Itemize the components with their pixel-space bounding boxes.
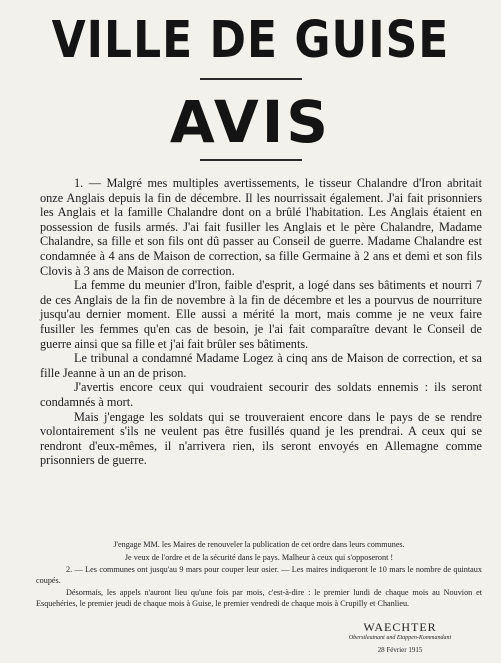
title-divider-bottom bbox=[200, 159, 302, 161]
roll-call-notice: Désormais, les appels n'auront lieu qu'une fois par mois, c'est-à-dire : le premier lundi de chaque mois au Nouvion et Esquehéries, le premier jeudi de chaque mois à Guise, le premier vendredi de chaque mois à Crupilly et Chanlieu. bbox=[36, 588, 482, 608]
signatory-rank: Oberstleutnant und Etappen-Kommandant bbox=[348, 635, 452, 641]
body-paragraph: Mais j'engage les soldats qui se trouveraient encore dans le pays de se rendre volontairement s'ils ne veulent pas être fusillés quand je les prendrai. A ceux qui se rendront d'eux-mêmes, il n'arrivera rien, ils seront envoyés en Allemagne comme prisonniers de guerre. bbox=[40, 409, 482, 468]
notice-title: AVIS bbox=[169, 88, 332, 156]
body-paragraph: 1. — Malgré mes multiples avertissements, le tisseur Chalandre d'Iron abritait onze Anglais depuis la fin de décembre. Il les nourrissait également. J'ai fait prisonniers les Anglais et la famille Chalandre dont on a brûlé l'habitation. Les Anglais étaient en possession de fusils armés. J'ai fait fusiller les Anglais et le père Chalandre, Madame Chalandre, sa fille et son fils ont dû passer au Conseil de guerre. Madame Chalandre est condamnée à 4 ans de Maison de correction, sa fille Germaine à 2 ans et demi et son fils Clovis à 3 ans de Maison de correction. bbox=[40, 176, 482, 278]
mayors-instruction: J'engage MM. les Maires de renouveler la publication de cet ordre dans leurs communes. bbox=[113, 540, 405, 549]
title-divider-top bbox=[200, 78, 302, 80]
signatory-name: WAECHTER bbox=[363, 620, 437, 634]
body-paragraph: La femme du meunier d'Iron, faible d'esprit, a logé dans ses bâtiments et nourri 7 de ces Anglais de la fin de novembre à la fin de décembre et les a pourvus de nourriture jusqu'au dernier moment. Elle aussi a mérité la mort, mais comme je ne veux faire fusiller les femmes qu'en cas de besoin, je l'ai fait comparaître devant le Conseil de guerre ainsi que sa fille et j'ai fait brûler ses bâtiments. bbox=[40, 278, 482, 351]
notice-body bbox=[40, 176, 482, 468]
body-paragraph: J'avertis encore ceux qui voudraient secourir des soldats ennemis : ils seront condamnés à mort. bbox=[40, 380, 482, 409]
osier-notice: 2. — Les communes ont jusqu'au 9 mars pour couper leur osier. — Les maires indiqueront le 10 mars le nombre de quintaux coupés. bbox=[36, 565, 482, 585]
town-title: VILLE DE GUISE bbox=[51, 11, 450, 70]
body-paragraph: Le tribunal a condamné Madame Logez à cinq ans de Maison de correction, et sa fille Jeanne à un an de prison. bbox=[40, 351, 482, 380]
order-warning: Je veux de l'ordre et de la sécurité dans le pays. Malheur à ceux qui s'opposeront ! bbox=[124, 552, 394, 562]
signature-block bbox=[300, 620, 500, 655]
notice-footnotes bbox=[36, 540, 482, 612]
notice-date: 28 Février 1915 bbox=[377, 646, 423, 654]
